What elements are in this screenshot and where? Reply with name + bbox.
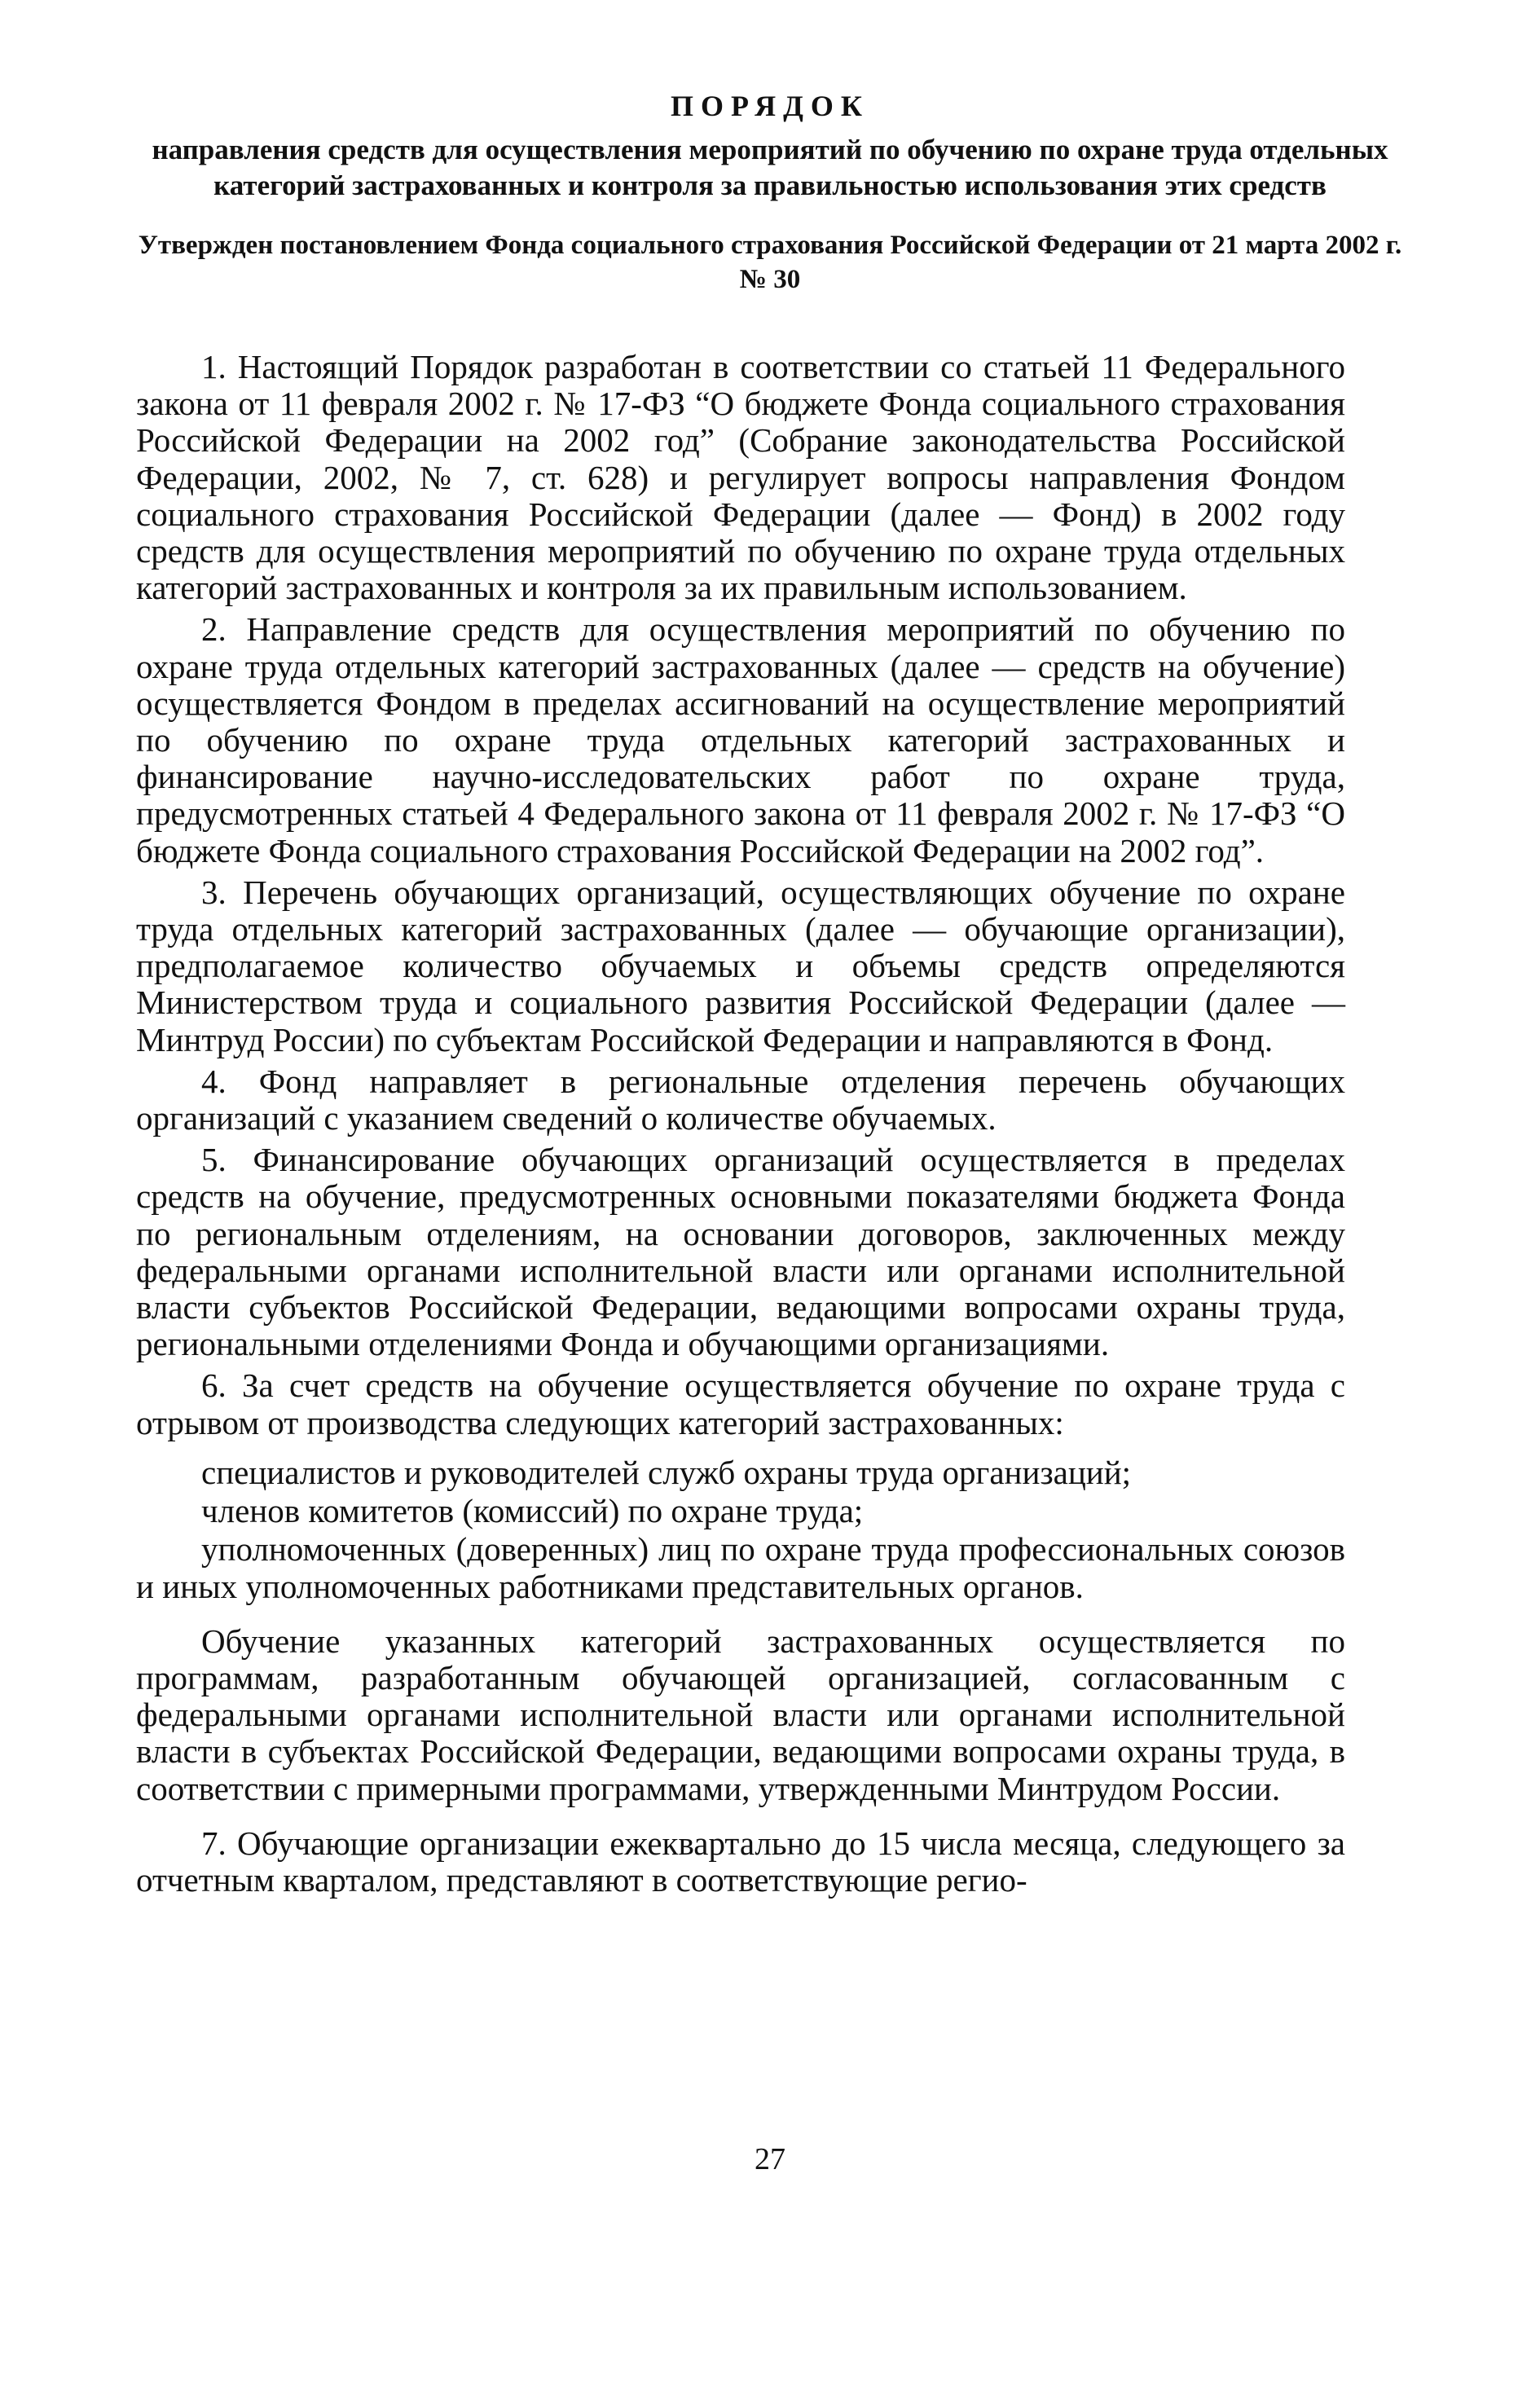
paragraph-5: 5. Финансирование обучающих организаций осуществляется в пределах средств на обучение, предусмотренных основными показателями бюджета Фонда по региональным отделениям, на основании договоров, заключенных между федеральными органами исполнительной власти или органами исполнительной власти субъектов Российской Федерации, ведающими вопросами охраны труда, региональными отделениями Фонда и обучающими организациями.: [136, 1141, 1345, 1363]
training-paragraph: Обучение указанных категорий застрахованных осуществляется по программам, разработанным обучающей организацией, согласованным с федеральными органами исполнительной власти или органами исполнительной власти в субъектах Российской Федерации, ведающими вопросами охраны труда, в соответствии с примерными программами, утвержденными Минтрудом России.: [136, 1622, 1345, 1807]
paragraph-3: 3. Перечень обучающих организаций, осуществляющих обучение по охране труда отдельных категорий застрахованных (далее — обучающие организации), предполагаемое количество обучаемых и объемы средств определяются Министерством труда и социального развития Российской Федерации (далее — Минтруд России) по субъектам Российской Федерации и направляются в Фонд.: [136, 873, 1345, 1058]
categories-list: [136, 1454, 1345, 1605]
list-item: уполномоченных (доверенных) лиц по охране труда профессиональных союзов и иных уполномоченных работниками представительных органов.: [136, 1530, 1345, 1605]
paragraph-2: 2. Направление средств для осуществления мероприятий по обучению по охране труда отдельных категорий застрахованных (далее — средств на обучение) осуществляется Фондом в пределах ассигнований на осуществление мероприятий по обучению по охране труда отдельных категорий застрахованных и финансирование научно-исследовательских работ по охране труда, предусмотренных статьей 4 Федерального закона от 11 февраля 2002 г. № 17-ФЗ “О бюджете Фонда социального страхования Российской Федерации на 2002 год”.: [136, 610, 1345, 869]
paragraph-7: 7. Обучающие организации ежеквартально до 15 числа месяца, следующего за отчетным кварталом, представляют в соответствующие регио-: [136, 1824, 1345, 1899]
document-body: [136, 349, 1345, 1899]
paragraph-1: 1. Настоящий Порядок разработан в соответствии со статьей 11 Федерального закона от 11 февраля 2002 г. № 17-ФЗ “О бюджете Фонда социального страхования Российской Федерации на 2002 год” (Собрание законодательства Российской Федерации, 2002, № 7, ст. 628) и регулирует вопросы направления Фондом социального страхования Российской Федерации (далее — Фонд) в 2002 году средств для осуществления мероприятий по обучению по охране труда отдельных категорий застрахованных и контроля за их правильным использованием.: [136, 348, 1345, 607]
list-item: членов комитетов (комиссий) по охране труда;: [201, 1492, 864, 1530]
document-subtitle: направления средств для осуществления мероприятий по обучению по охране труда отдельных категорий застрахованных и контроля за правильностью использования этих средств: [152, 134, 1388, 201]
document-title: ПОРЯДОК: [670, 90, 870, 122]
page-number: 27: [755, 2142, 785, 2176]
list-item: специалистов и руководителей служб охраны труда организаций;: [201, 1453, 1132, 1491]
document-header: [122, 88, 1418, 297]
paragraph-4: 4. Фонд направляет в региональные отделения перечень обучающих организаций с указанием сведений о количестве обучаемых.: [136, 1062, 1345, 1137]
paragraph-6: 6. За счет средств на обучение осуществляется обучение по охране труда с отрывом от производства следующих категорий застрахованных:: [136, 1366, 1345, 1441]
approval-note: Утвержден постановлением Фонда социального страхования Российской Федерации от 21 марта 2002 г. № 30: [138, 231, 1402, 294]
